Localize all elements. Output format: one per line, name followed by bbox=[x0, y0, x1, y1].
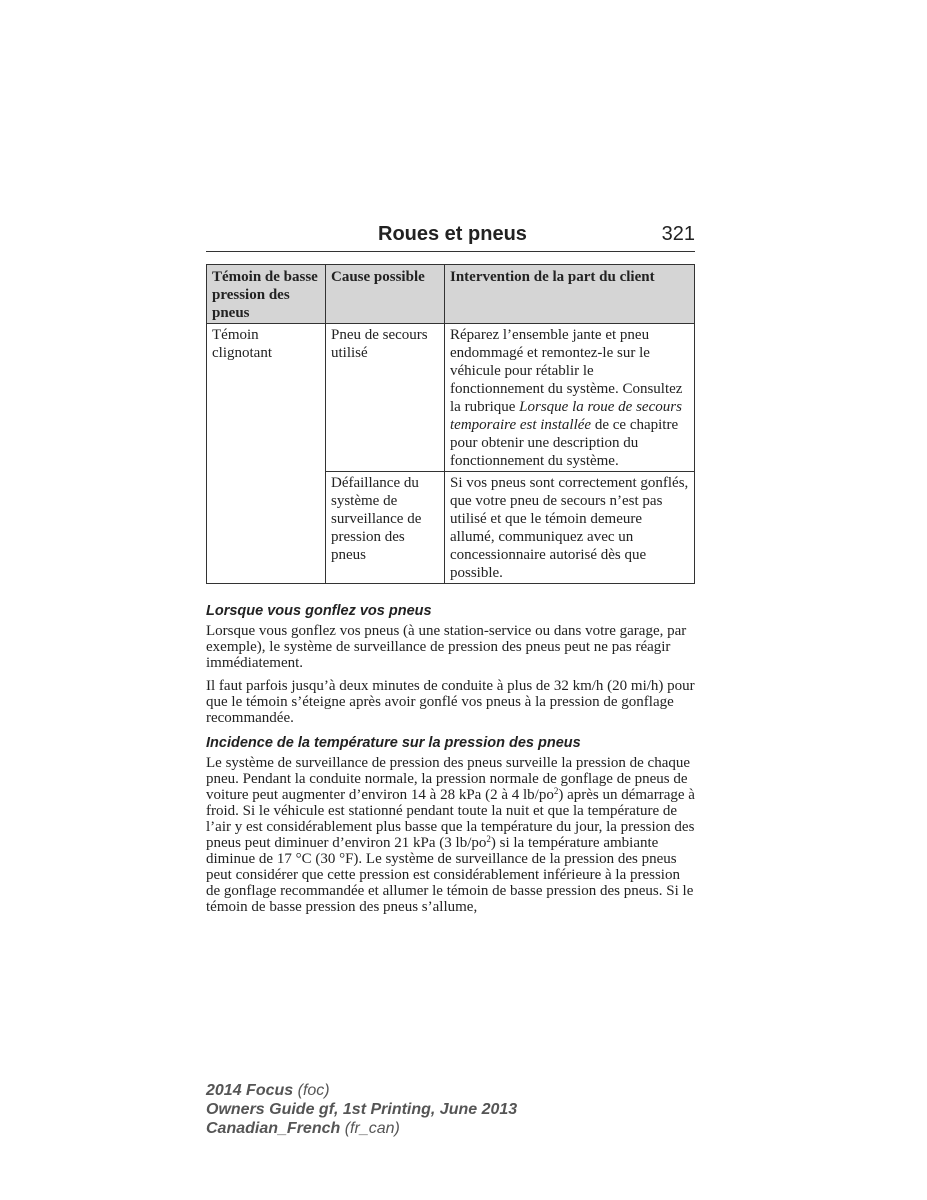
paragraph: Lorsque vous gonflez vos pneus (à une station-service ou dans votre garage, par exemple), le système de surveillance de pression des pneus peut ne pas réagir immédiatement. bbox=[206, 623, 687, 671]
table-header-row bbox=[207, 265, 695, 324]
cell-cause: Pneu de secours utilisé bbox=[326, 324, 445, 472]
header-action: Intervention de la part du client bbox=[445, 265, 695, 324]
action-text: Réparez l’ensemble jante et pneu endommagé et remontez-le sur le véhicule pour rétablir le fonctionnement du système. Consultez la rubrique bbox=[450, 327, 683, 415]
cell-action: Si vos pneus sont correctement gonflés, que votre pneu de secours n’est pas utilisé et que le témoin demeure allumé, communiquez avec un concessionnaire autorisé dès que possible. bbox=[445, 472, 695, 584]
page-title: Roues et pneus bbox=[378, 223, 527, 245]
text-run: ) si la température ambiante diminue de 17 °C (30 °F). Le système de surveillance de la pression des pneus peut considérer que cette pression est considérablement inférieure à la pression de gonflage recommandée et allumer le témoin de basse pression des pneus. Si le témoin de basse pression des pneus s’allume, bbox=[206, 835, 694, 915]
footer-line bbox=[206, 1100, 517, 1119]
tpms-table bbox=[206, 264, 695, 584]
superscript: 2 bbox=[486, 834, 491, 844]
superscript: 2 bbox=[553, 786, 559, 796]
paragraph bbox=[206, 755, 696, 915]
footer-language: Canadian_French bbox=[206, 1120, 341, 1137]
footer-language-code: (fr_can) bbox=[344, 1120, 400, 1137]
section-temperature bbox=[206, 735, 696, 922]
action-reference: Lorsque la roue de secours temporaire est installée bbox=[450, 399, 682, 433]
cell-cause: Défaillance du système de surveillance de pression des pneus bbox=[326, 472, 445, 584]
header-cause: Cause possible bbox=[326, 265, 445, 324]
cell-action bbox=[445, 324, 695, 472]
paragraph: Il faut parfois jusqu’à deux minutes de conduite à plus de 32 km/h (20 mi/h) pour que le témoin s’éteigne après avoir gonflé vos pneus à la pression de gonflage recommandée. bbox=[206, 678, 695, 726]
table-row bbox=[207, 324, 695, 472]
section-heading: Lorsque vous gonflez vos pneus bbox=[206, 603, 432, 619]
action-text-end: de ce chapitre pour obtenir une description du fonctionnement du système. bbox=[450, 417, 679, 469]
page-header bbox=[206, 223, 695, 252]
section-inflating bbox=[206, 603, 696, 733]
text-run: ) après un démarrage à froid. Si le véhicule est stationné pendant toute la nuit et que la température de l’air y est considérablement plus basse que la température du jour, la pression des pneus peut diminuer d’environ 21 kPa (3 lb/po bbox=[206, 787, 695, 851]
footer-line bbox=[206, 1119, 517, 1138]
text-run: Le système de surveillance de pression des pneus surveille la pression de chaque pneu. Pendant la conduite normale, la pression normale de gonflage de pneus de voiture peut augmenter d’environ 14 à 28 kPa (2 à 4 lb/po bbox=[206, 755, 691, 803]
footer-line bbox=[206, 1081, 517, 1100]
header-indicator: Témoin de basse pression des pneus bbox=[207, 265, 326, 324]
page-footer bbox=[206, 1081, 517, 1138]
cell-indicator: Témoin clignotant bbox=[207, 324, 326, 584]
footer-model: 2014 Focus bbox=[206, 1082, 294, 1099]
page-number: 321 bbox=[661, 223, 695, 245]
footer-model-code: (foc) bbox=[297, 1082, 330, 1099]
footer-guide: Owners Guide gf, 1st Printing, June 2013 bbox=[206, 1101, 518, 1118]
section-heading: Incidence de la température sur la pression des pneus bbox=[206, 735, 581, 751]
